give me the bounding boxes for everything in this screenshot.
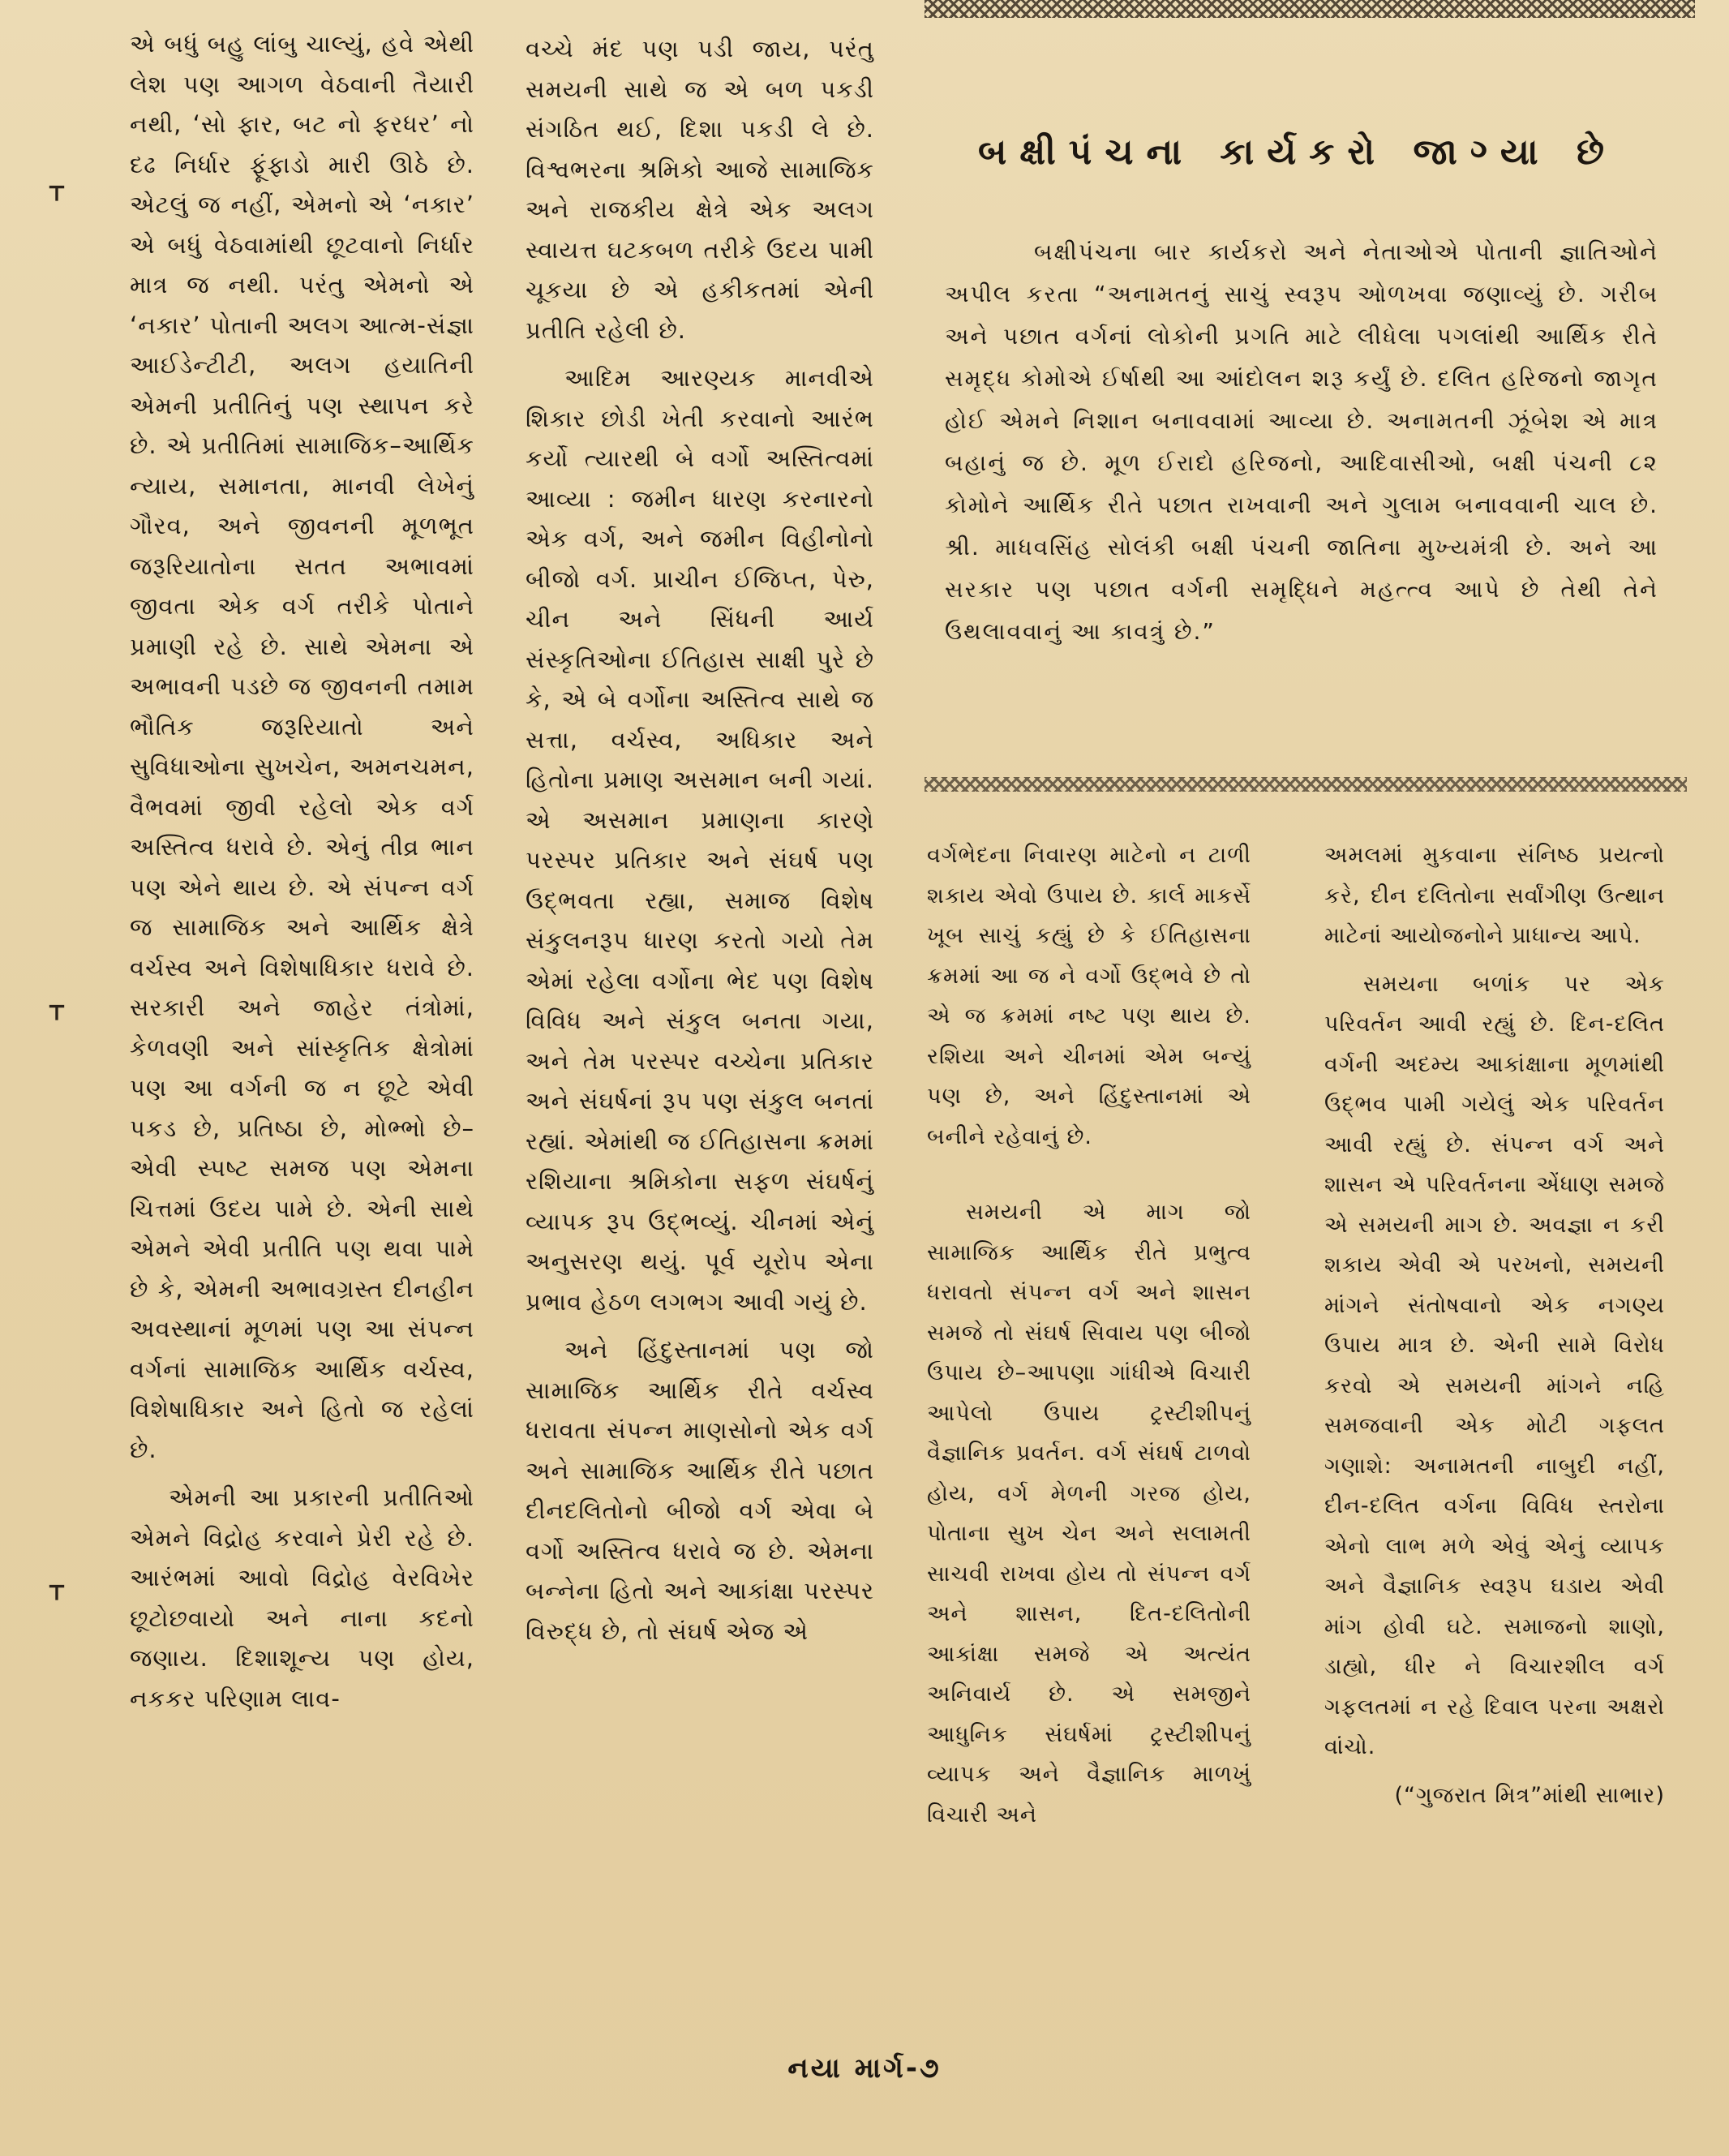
decorative-border-top <box>925 0 1695 18</box>
box-text: બક્ષીપંચના બાર કાર્યકરો અને નેતાઓએ પોતાની જ્ઞાતિઓને અપીલ કરતા “અનામતનું સાચું સ્વરૂપ ઓળખવા જણાવ્યું છે. ગરીબ અને પછાત વર્ગનાં લોકોની પ્રગતિ માટે લીધેલા પગલાંથી આર્થિક રીતે સમૃદ્ધ કોમોએ ઈર્ષાથી આ આંદોલન શરૂ કર્યું છે. દલિત હરિજનો જાગૃત હોઈ એમને નિશાન બનાવવામાં આવ્યા છે. અનામતની ઝૂંબેશ એ માત્ર બહાનું જ છે. મૂળ ઈરાદો હરિજનો, આદિવાસીઓ, બક્ષી પંચની ૮૨ કોમોને આર્થિક રીતે પછાત રાખવાની અને ગુલામ બનાવવાની ચાલ છે. શ્રી. માધવસિંહ સોલંકી બક્ષી પંચની જાતિના મુખ્યમંત્રી છે. અને આ સરકાર પણ પછાત વર્ગની સમૃદ્ધિને મહત્ત્વ આપે છે તેથી તેને ઉથલાવવાનું આ કાવત્રું છે.” <box>945 238 1658 645</box>
col2-paragraph-1: વચ્ચે મંદ પણ પડી જાય, પરંતુ સમયની સાથે જ એ બળ પકડી સંગઠિત થઈ, દિશા પકડી લે છે. વિશ્વભરના શ્રમિકો આજે સામાજિક અને રાજકીય ક્ષેત્રે એક અલગ સ્વાયત્ત ઘટકબળ તરીકે ઉદય પામી ચૂકયા છે એ હકીકતમાં એની પ્રતીતિ રહેલી છે. <box>526 35 874 344</box>
margin-mark-2: ⸆ <box>49 999 65 1037</box>
article-column-1 <box>130 24 474 1727</box>
box-title: બક્ષીપંચના કાર્યકરો જાગ્યા છે <box>977 131 1618 173</box>
margin-mark-1: ⸆ <box>49 180 65 217</box>
margin-mark-3: ⸆ <box>49 1579 65 1617</box>
col3-paragraph-2: સમયની એ માગ જો સામાજિક આર્થિક રીતે પ્રભુત્વ ધરાવતો સંપન્ન વર્ગ અને શાસન સમજે તો સંઘર્ષ સિવાય પણ બીજો ઉપાય છે–આપણા ગાંધીએ વિચારી આપેલો ઉપાય ટ્રસ્ટીશીપનું વૈજ્ઞાનિક પ્રવર્તન. વર્ગ સંઘર્ષ ટાળવો હોય, વર્ગ મેળની ગરજ હોય, પોતાના સુખ ચેન અને સલામતી સાચવી રાખવા હોય તો સંપન્ન વર્ગ અને શાસન, દિત-દલિતોની આકાંક્ષા સમજે એ અત્યંત અનિવાર્ય છે. એ સમજીને આધુનિક સંઘર્ષમાં ટ્રસ્ટીશીપનું વ્યાપક અને વૈજ્ઞાનિક માળખું વિચારી અને <box>927 1200 1251 1827</box>
decorative-border-middle <box>925 777 1687 792</box>
page-footer: નયા માર્ગ-૭ <box>787 2052 942 2085</box>
col1-paragraph-1: એ બધું બહુ લાંબુ ચાલ્યું, હવે એથી લેશ પણ આગળ વેઠવાની તૈયારી નથી, ‘સો ફાર, બટ નો ફરધર’ નો દઢ નિર્ધાર ફૂંફાડો મારી ઊઠે છે. એટલું જ નહીં, એમનો એ ‘નકાર’ એ બધું વેઠવામાંથી છૂટવાનો નિર્ધાર માત્ર જ નથી. પરંતુ એમનો એ ‘નકાર’ પોતાની અલગ આત્મ-સંજ્ઞા આઈડેન્ટીટી, અલગ હયાતિની એમની પ્રતીતિનું પણ સ્થાપન કરે છે. એ પ્રતીતિમાં સામાજિક–આર્થિક ન્યાય, સમાનતા, માનવી લેખેનું ગૌરવ, અને જીવનની મૂળભૂત જરૂરિયાતોના સતત અભાવમાં જીવતા એક વર્ગ તરીકે પોતાને પ્રમાણી રહે છે. સાથે એમના એ અભાવની પડછે જ જીવનની તમામ ભૌતિક જરૂરિયાતો અને સુવિધાઓના સુખચેન, અમનચમન, વૈભવમાં જીવી રહેલો એક વર્ગ અસ્તિત્વ ધરાવે છે. એનું તીવ્ર ભાન પણ એને થાય છે. એ સંપન્ન વર્ગ જ સામાજિક અને આર્થિક ક્ષેત્રે વર્ચસ્વ અને વિશેષાધિકાર ધરાવે છે. સરકારી અને જાહેર તંત્રોમાં, કેળવણી અને સાંસ્કૃતિક ક્ષેત્રોમાં પણ આ વર્ગની જ ન છૂટે એવી પકડ છે, પ્રતિષ્ઠા છે, મોભ્ભો છે–એવી સ્પષ્ટ સમજ પણ એમના ચિત્તમાં ઉદય પામે છે. એની સાથે એમને એવી પ્રતીતિ પણ થવા પામે છે કે, એમની અભાવગ્રસ્ત દીનહીન અવસ્થાનાં મૂળમાં પણ આ સંપન્ન વર્ગનાં સામાજિક આર્થિક વર્ચસ્વ, વિશેષાધિકાર અને હિતો જ રહેલાં છે. <box>130 30 474 1463</box>
col3-paragraph-1: વર્ગભેદના નિવારણ માટેનો ન ટાળી શકાય એવો ઉપાય છે. કાર્લ માકર્સે ખૂબ સાચું કહ્યું છે કે ઈતિહાસના ક્રમમાં આ જ ને વર્ગો ઉદ્ભવે છે તો એ જ ક્રમમાં નષ્ટ પણ થાય છે. રશિયા અને ચીનમાં એમ બન્યું પણ છે, અને હિંદુસ્તાનમાં એ બનીને રહેવાનું છે. <box>927 843 1251 1149</box>
source-credit: (“ગુજરાત મિત્ર”માંથી સાભાર) <box>1394 1782 1665 1808</box>
col4-paragraph-2: સમયના બળાંક પર એક પરિવર્તન આવી રહ્યું છે. દિન-દલિત વર્ગની અદમ્ય આકાંક્ષાના મૂળમાંથી ઉદ્ભવ પામી ગયેલું એક પરિવર્તન આવી રહ્યું છે. સંપન્ન વર્ગ અને શાસન એ પરિવર્તનના એંધાણ સમજે એ સમયની માગ છે. અવજ્ઞા ન કરી શકાય એવી એ પરખનો, સમયની માંગને સંતોષવાનો એક નગણ્ય ઉપાય માત્ર છે. એની સામે વિરોધ કરવો એ સમયની માંગને નહિ સમજવાની એક મોટી ગફલત ગણાશે: અનામતની નાબુદી નહીં, દીન-દલિત વર્ગના વિવિધ સ્તરોના એનો લાભ મળે એવું એનું વ્યાપક અને વૈજ્ઞાનિક સ્વરૂપ ઘડાય એવી માંગ હોવી ઘટે. સમાજનો શાણો, ડાહ્યો, ધીર ને વિચારશીલ વર્ગ ગફલતમાં ન રહે દિવાલ પરના અક્ષરો વાંચો. <box>1324 971 1665 1759</box>
col2-paragraph-3: અને હિંદુસ્તાનમાં પણ જો સામાજિક આર્થિક રીતે વર્ચસ્વ ધરાવતા સંપન્ન માણસોનો એક વર્ગ અને સામાજિક આર્થિક રીતે પછાત દીનદલિતોનો બીજો વર્ગ એવા બે વર્ગો અસ્તિત્વ ધરાવે જ છે. એમના બન્નેના હિતો અને આકાંક્ષા પરસ્પર વિરુદ્ધ છે, તો સંઘર્ષ એજ એ <box>526 1336 874 1645</box>
col4-paragraph-1: અમલમાં મુકવાના સંનિષ્ઠ પ્રયત્નો કરે, દીન દલિતોના સર્વાંગીણ ઉત્થાન માટેનાં આયોજનોને પ્રાધાન્ય આપે. <box>1324 843 1665 948</box>
col1-paragraph-2: એમની આ પ્રકારની પ્રતીતિઓ એમને વિદ્રોહ કરવાને પ્રેરી રહે છે. આરંભમાં આવો વિદ્રોહ વેરવિખેર છૂટોછવાયો અને નાના કદનો જણાય. દિશાશૂન્ય પણ હોય, નકકર પરિણામ લાવ- <box>130 1484 474 1712</box>
col2-paragraph-2: આદિમ આરણ્યક માનવીએ શિકાર છોડી ખેતી કરવાનો આરંભ કર્યો ત્યારથી બે વર્ગો અસ્તિત્વમાં આવ્યા : જમીન ધારણ કરનારનો એક વર્ગ, અને જમીન વિહીનોનો બીજો વર્ગ. પ્રાચીન ઈજિપ્ત, પેરુ, ચીન અને સિંધની આર્ય સંસ્કૃતિઓના ઈતિહાસ સાક્ષી પુરે છે કે, એ બે વર્ગોના અસ્તિત્વ સાથે જ સત્તા, વર્ચસ્વ, અધિકાર અને હિતોના પ્રમાણ અસમાન બની ગયાં. એ અસમાન પ્રમાણના કારણે પરસ્પર પ્રતિકાર અને સંઘર્ષ પણ ઉદ્ભવતા રહ્યા, સમાજ વિશેષ સંકુલનરૂપ ધારણ કરતો ગયો તેમ એમાં રહેલા વર્ગોના ભેદ પણ વિશેષ વિવિધ અને સંકુલ બનતા ગયા, અને તેમ પરસ્પર વચ્ચેના પ્રતિકાર અને સંઘર્ષનાં રૂપ પણ સંકુલ બનતાં રહ્યાં. એમાંથી જ ઈતિહાસના ક્રમમાં રશિયાના શ્રમિકોના સફળ સંઘર્ષનું વ્યાપક રૂપ ઉદ્ભવ્યું. ચીનમાં એનું અનુસરણ થયું. પૂર્વ યૂરોપ એના પ્રભાવ હેઠળ લગભગ આવી ગયું છે. <box>526 364 874 1316</box>
article-column-3 <box>927 835 1251 1843</box>
article-column-2 <box>526 29 874 1660</box>
article-column-4 <box>1324 835 1665 1823</box>
